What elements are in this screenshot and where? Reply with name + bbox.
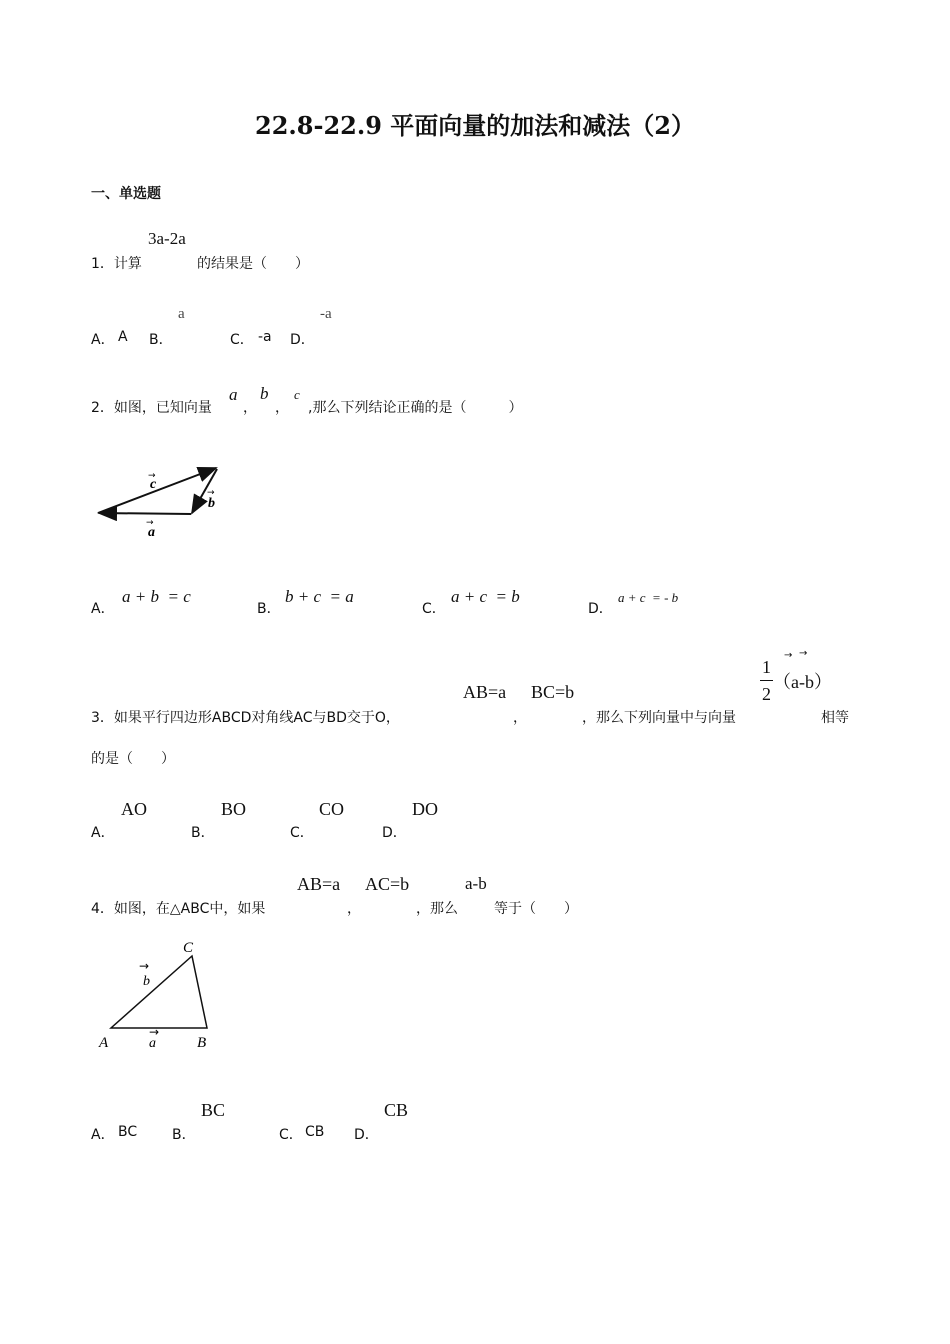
q4-option-d-label: D．: [354, 1127, 379, 1143]
q4-text-start: 4．如图，在△ABC中，如果: [91, 901, 266, 917]
q1-text-end: 的结果是（ ）: [197, 256, 309, 272]
q4-fig-label-B: B: [197, 1035, 207, 1051]
q3-option-d-label: D．: [382, 825, 407, 841]
q3-comma1: ，: [513, 710, 527, 726]
q2-fig-label-c: c: [150, 477, 157, 492]
q1-option-c-value: -a: [258, 329, 272, 345]
q3-fraction-denominator: 2: [762, 684, 771, 704]
q4-fig-label-a: a: [149, 1036, 156, 1051]
q3-formula-bc: BC=b: [531, 682, 575, 702]
q4-fig-label-C: C: [183, 940, 194, 956]
q2-option-a-formula: a + b = c: [122, 587, 191, 606]
q2-vector-triangle-figure: [90, 455, 230, 545]
q2-fig-label-a: a: [148, 525, 155, 540]
q3-formula-ab: AB=a: [463, 682, 507, 702]
q4-triangle-abc-figure: [95, 935, 225, 1055]
q3-option-a-label: A．: [91, 825, 115, 841]
q2-option-c-formula: a + c = b: [451, 587, 520, 606]
q1-option-c-label: C．: [230, 332, 254, 348]
q3-vector-a-arrow-icon: →: [784, 650, 793, 661]
q4-text-end: 等于（ ）: [494, 901, 578, 917]
q3-text-after: 相等: [821, 710, 849, 726]
q4-option-c-label: C．: [279, 1127, 303, 1143]
q4-formula-expr: a-b: [465, 874, 487, 893]
q2-option-d-formula: a + c = - b: [618, 590, 679, 605]
q1-option-a-value: A: [118, 329, 128, 345]
q2-fig-arrow-a-icon: →: [146, 518, 154, 528]
q4-option-b-formula: BC: [201, 1100, 226, 1120]
q2-option-b-formula: b + c = a: [285, 587, 354, 606]
q4-comma1: ，: [347, 901, 361, 917]
q2-option-a-label: A．: [91, 601, 115, 617]
q3-fraction-expression: （a-b）: [773, 672, 832, 692]
q3-text-start: 3．如果平行四边形ABCD对角线AC与BD交于O，: [91, 710, 400, 726]
q4-formula-ab: AB=a: [297, 874, 341, 894]
q1-formula: 3a-2a: [148, 229, 186, 248]
q3-option-b-formula: BO: [221, 799, 247, 819]
q3-text-line2: 的是（ ）: [91, 751, 175, 767]
q3-fraction-numerator: 1: [762, 657, 771, 677]
q2-text-start: 2．如图，已知向量: [91, 400, 212, 416]
q1-option-d-formula: -a: [320, 306, 332, 322]
q1-option-b-label: B．: [149, 332, 173, 348]
q2-vector-c-arrow: [98, 468, 216, 513]
q4-triangle-shape: [111, 956, 207, 1028]
q4-fig-label-A: A: [99, 1035, 109, 1051]
q3-option-d-formula: DO: [412, 799, 438, 819]
q3-option-b-label: B．: [191, 825, 215, 841]
q2-vector-a-arrow: [99, 513, 191, 514]
q2-sep2: ，: [275, 400, 289, 416]
section-heading: 一、单选题: [91, 186, 161, 202]
q1-option-a-label: A．: [91, 332, 115, 348]
q4-option-a-value: BC: [118, 1124, 138, 1140]
q4-option-c-value: CB: [305, 1124, 325, 1140]
q2-option-b-label: B．: [257, 601, 281, 617]
q2-sep1: ，: [243, 400, 257, 416]
q4-formula-ac: AC=b: [365, 874, 410, 894]
q2-fig-arrow-b-icon: →: [207, 488, 215, 498]
q2-fig-arrow-c-icon: →: [148, 471, 156, 481]
q2-option-c-label: C．: [422, 601, 446, 617]
q1-option-b-formula: a: [178, 306, 185, 322]
q2-text-end: ,那么下列结论正确的是（ ）: [308, 400, 523, 416]
q3-vector-b-arrow-icon: →: [799, 648, 808, 659]
q3-option-a-formula: AO: [121, 799, 147, 819]
q2-vector-b: b: [260, 384, 269, 403]
q2-vector-c: c: [294, 387, 300, 402]
q4-text-mid: ，那么: [416, 901, 458, 917]
q4-option-b-label: B．: [172, 1127, 196, 1143]
q3-option-c-formula: CO: [319, 799, 345, 819]
q2-fig-label-b: b: [208, 496, 215, 511]
q2-option-d-label: D．: [588, 601, 613, 617]
q3-fraction-bar: [760, 680, 773, 681]
q1-text-start: 1．计算: [91, 256, 142, 272]
q4-option-d-formula: CB: [384, 1100, 409, 1120]
q4-option-a-label: A．: [91, 1127, 115, 1143]
q3-text-mid: ，那么下列向量中与向量: [582, 710, 736, 726]
q4-fig-arrow-a-icon: →: [149, 1025, 160, 1039]
q3-option-c-label: C．: [290, 825, 314, 841]
q4-fig-label-b: b: [143, 974, 150, 989]
page-title: 22.8-22.9 平面向量的加法和减法（2）: [255, 111, 695, 140]
q2-vector-a: a: [229, 385, 238, 404]
q1-option-d-label: D．: [290, 332, 315, 348]
q4-fig-arrow-b-icon: →: [139, 959, 150, 973]
